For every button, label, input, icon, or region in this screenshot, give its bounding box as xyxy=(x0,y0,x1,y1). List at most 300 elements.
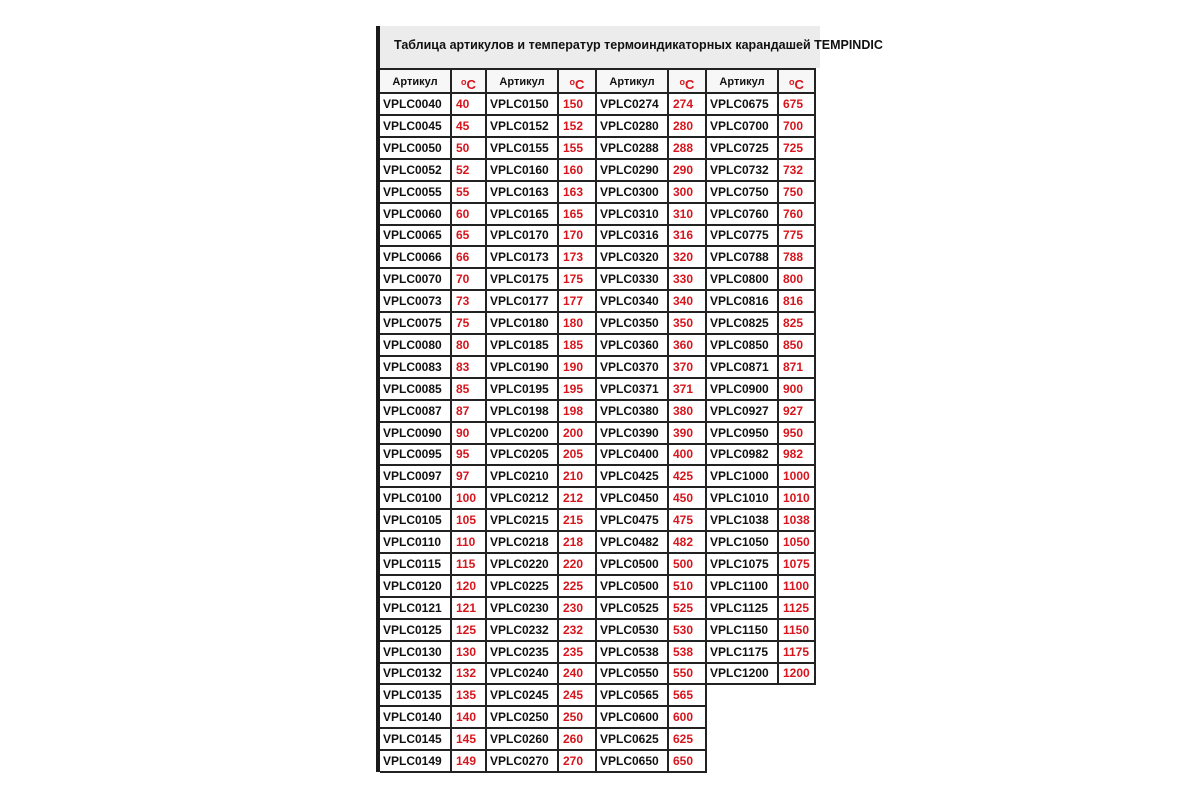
table-row xyxy=(380,576,490,598)
temperature-cell: 125 xyxy=(452,620,487,642)
article-cell: VPLC0700 xyxy=(707,116,779,138)
article-cell: VPLC0190 xyxy=(487,357,559,379)
article-cell: VPLC0530 xyxy=(597,620,669,642)
article-cell: VPLC0675 xyxy=(707,94,779,116)
table-row xyxy=(707,401,817,423)
article-cell: VPLC0816 xyxy=(707,291,779,313)
article-cell: VPLC0152 xyxy=(487,116,559,138)
temperature-cell: 390 xyxy=(669,423,707,445)
temperature-cell: 155 xyxy=(559,138,597,160)
table-row xyxy=(380,751,490,773)
table-row xyxy=(707,313,817,335)
article-cell: VPLC0360 xyxy=(597,335,669,357)
table-row xyxy=(380,598,490,620)
tempindic-document xyxy=(376,26,883,772)
table-row xyxy=(597,554,707,576)
temperature-cell: 132 xyxy=(452,663,487,685)
table-row xyxy=(597,335,707,357)
table-row xyxy=(487,116,597,138)
article-cell: VPLC0290 xyxy=(597,160,669,182)
table-row xyxy=(707,116,817,138)
article-cell: VPLC0800 xyxy=(707,269,779,291)
temperature-cell: 230 xyxy=(559,598,597,620)
header-temperature xyxy=(669,68,707,94)
temperature-cell: 45 xyxy=(452,116,487,138)
article-cell: VPLC0225 xyxy=(487,576,559,598)
temperature-cell: 380 xyxy=(669,401,707,423)
table-row xyxy=(487,729,597,751)
degree-sign: o xyxy=(679,77,686,87)
table-row xyxy=(597,225,707,247)
temperature-cell: 80 xyxy=(452,335,487,357)
temperature-cell: 97 xyxy=(452,466,487,488)
table-row xyxy=(380,401,490,423)
temperature-cell: 510 xyxy=(669,576,707,598)
article-cell: VPLC0850 xyxy=(707,335,779,357)
temperature-cell: 240 xyxy=(559,663,597,685)
table-row xyxy=(707,466,817,488)
table-row xyxy=(380,554,490,576)
article-cell: VPLC0280 xyxy=(597,116,669,138)
article-cell: VPLC0105 xyxy=(380,510,452,532)
article-cell: VPLC0120 xyxy=(380,576,452,598)
table-row xyxy=(487,160,597,182)
article-cell: VPLC0232 xyxy=(487,620,559,642)
table-row xyxy=(380,335,490,357)
article-cell: VPLC0788 xyxy=(707,247,779,269)
temperature-cell: 218 xyxy=(559,532,597,554)
temperature-cell: 600 xyxy=(669,707,707,729)
temperature-cell: 538 xyxy=(669,642,707,664)
article-cell: VPLC0340 xyxy=(597,291,669,313)
article-cell: VPLC0825 xyxy=(707,313,779,335)
temperature-cell: 788 xyxy=(779,247,816,269)
article-cell: VPLC0180 xyxy=(487,313,559,335)
temperature-cell: 73 xyxy=(452,291,487,313)
table-row xyxy=(380,269,490,291)
temperature-cell: 1125 xyxy=(779,598,816,620)
temperature-cell: 525 xyxy=(669,598,707,620)
article-cell: VPLC0218 xyxy=(487,532,559,554)
article-cell: VPLC0140 xyxy=(380,707,452,729)
article-cell: VPLC0871 xyxy=(707,357,779,379)
table-row xyxy=(597,510,707,532)
article-cell: VPLC0040 xyxy=(380,94,452,116)
temperature-cell: 173 xyxy=(559,247,597,269)
table-row xyxy=(380,663,490,685)
temperature-cell: 280 xyxy=(669,116,707,138)
article-cell: VPLC1150 xyxy=(707,620,779,642)
table-row xyxy=(380,247,490,269)
article-cell: VPLC0160 xyxy=(487,160,559,182)
temperature-cell: 450 xyxy=(669,488,707,510)
article-cell: VPLC0270 xyxy=(487,751,559,773)
temperature-cell: 1100 xyxy=(779,576,816,598)
table-row xyxy=(597,532,707,554)
article-cell: VPLC0121 xyxy=(380,598,452,620)
table-row xyxy=(487,663,597,685)
article-cell: VPLC1175 xyxy=(707,642,779,664)
article-cell: VPLC0080 xyxy=(380,335,452,357)
article-cell: VPLC0130 xyxy=(380,642,452,664)
temperature-cell: 316 xyxy=(669,225,707,247)
temperature-cell: 152 xyxy=(559,116,597,138)
article-cell: VPLC0085 xyxy=(380,379,452,401)
temperature-cell: 500 xyxy=(669,554,707,576)
article-cell: VPLC1010 xyxy=(707,488,779,510)
temperature-cell: 163 xyxy=(559,182,597,204)
article-cell: VPLC0900 xyxy=(707,379,779,401)
table-row xyxy=(707,510,817,532)
table-row xyxy=(707,532,817,554)
table-row xyxy=(707,620,817,642)
article-cell: VPLC0330 xyxy=(597,269,669,291)
table-row xyxy=(487,554,597,576)
temperature-cell: 70 xyxy=(452,269,487,291)
temperature-cell: 215 xyxy=(559,510,597,532)
temperature-cell: 50 xyxy=(452,138,487,160)
table-row xyxy=(597,116,707,138)
degree-sign: o xyxy=(789,77,795,87)
table-row xyxy=(380,204,490,226)
table-row xyxy=(597,401,707,423)
table-row xyxy=(707,94,817,116)
article-cell: VPLC0950 xyxy=(707,423,779,445)
table-row xyxy=(597,160,707,182)
article-cell: VPLC0565 xyxy=(597,685,669,707)
temperature-cell: 760 xyxy=(779,204,816,226)
celsius-label: C xyxy=(685,77,695,92)
table-row xyxy=(487,94,597,116)
article-cell: VPLC0150 xyxy=(487,94,559,116)
article-cell: VPLC0320 xyxy=(597,247,669,269)
article-cell: VPLC1125 xyxy=(707,598,779,620)
temperature-cell: 190 xyxy=(559,357,597,379)
table-row xyxy=(380,160,490,182)
table-row xyxy=(597,642,707,664)
article-cell: VPLC0400 xyxy=(597,444,669,466)
article-cell: VPLC0371 xyxy=(597,379,669,401)
temperature-cell: 205 xyxy=(559,444,597,466)
temperature-cell: 1050 xyxy=(779,532,816,554)
temperature-cell: 800 xyxy=(779,269,816,291)
table-row xyxy=(597,598,707,620)
temperature-cell: 260 xyxy=(559,729,597,751)
article-cell: VPLC0425 xyxy=(597,466,669,488)
article-cell: VPLC1100 xyxy=(707,576,779,598)
article-cell: VPLC0350 xyxy=(597,313,669,335)
table-row xyxy=(380,642,490,664)
temperature-cell: 530 xyxy=(669,620,707,642)
temperature-cell: 175 xyxy=(559,269,597,291)
temperature-cell: 310 xyxy=(669,204,707,226)
article-cell: VPLC0450 xyxy=(597,488,669,510)
temperature-cell: 330 xyxy=(669,269,707,291)
temperature-cell: 350 xyxy=(669,313,707,335)
temperature-cell: 927 xyxy=(779,401,816,423)
table-row xyxy=(597,182,707,204)
temperature-cell: 198 xyxy=(559,401,597,423)
table-row xyxy=(707,247,817,269)
article-cell: VPLC1050 xyxy=(707,532,779,554)
article-cell: VPLC0195 xyxy=(487,379,559,401)
article-cell: VPLC0110 xyxy=(380,532,452,554)
temperature-cell: 400 xyxy=(669,444,707,466)
degree-sign: o xyxy=(569,77,576,87)
temperature-cell: 482 xyxy=(669,532,707,554)
temperature-cell: 90 xyxy=(452,423,487,445)
table-row xyxy=(597,247,707,269)
table-row xyxy=(487,379,597,401)
table-row xyxy=(487,313,597,335)
temperature-cell: 871 xyxy=(779,357,816,379)
header-article: Артикул xyxy=(487,68,559,94)
table-row xyxy=(597,685,707,707)
header-row xyxy=(597,68,707,94)
table-row xyxy=(487,225,597,247)
temperature-cell: 245 xyxy=(559,685,597,707)
table-row xyxy=(707,576,817,598)
temperature-cell: 232 xyxy=(559,620,597,642)
temperature-cell: 475 xyxy=(669,510,707,532)
article-cell: VPLC0550 xyxy=(597,663,669,685)
table-row xyxy=(487,576,597,598)
temperature-cell: 320 xyxy=(669,247,707,269)
article-cell: VPLC0132 xyxy=(380,663,452,685)
temperature-cell: 250 xyxy=(559,707,597,729)
table-row xyxy=(597,620,707,642)
table-row xyxy=(487,401,597,423)
temperature-cell: 550 xyxy=(669,663,707,685)
table-row xyxy=(487,642,597,664)
temperature-cell: 775 xyxy=(779,225,816,247)
temperature-cell: 135 xyxy=(452,685,487,707)
table-row xyxy=(380,466,490,488)
table-row xyxy=(487,598,597,620)
article-cell: VPLC0055 xyxy=(380,182,452,204)
table-row xyxy=(380,313,490,335)
temperature-cell: 1010 xyxy=(779,488,816,510)
article-cell: VPLC0135 xyxy=(380,685,452,707)
table-row xyxy=(487,247,597,269)
celsius-label: C xyxy=(575,77,585,92)
article-cell: VPLC0185 xyxy=(487,335,559,357)
article-cell: VPLC0245 xyxy=(487,685,559,707)
table-row xyxy=(707,291,817,313)
table-row xyxy=(597,576,707,598)
article-cell: VPLC0625 xyxy=(597,729,669,751)
article-temperature-table xyxy=(380,68,820,772)
article-cell: VPLC0210 xyxy=(487,466,559,488)
temperature-cell: 95 xyxy=(452,444,487,466)
temperature-cell: 105 xyxy=(452,510,487,532)
table-row xyxy=(487,510,597,532)
article-cell: VPLC0073 xyxy=(380,291,452,313)
table-row xyxy=(597,138,707,160)
temperature-cell: 725 xyxy=(779,138,816,160)
article-cell: VPLC0097 xyxy=(380,466,452,488)
table-row xyxy=(707,204,817,226)
table-row xyxy=(597,663,707,685)
temperature-cell: 1175 xyxy=(779,642,816,664)
article-cell: VPLC0300 xyxy=(597,182,669,204)
article-cell: VPLC0075 xyxy=(380,313,452,335)
article-cell: VPLC0310 xyxy=(597,204,669,226)
article-cell: VPLC0775 xyxy=(707,225,779,247)
table-row xyxy=(707,182,817,204)
header-article: Артикул xyxy=(380,68,452,94)
temperature-cell: 200 xyxy=(559,423,597,445)
article-cell: VPLC0163 xyxy=(487,182,559,204)
article-cell: VPLC0149 xyxy=(380,751,452,773)
temperature-cell: 185 xyxy=(559,335,597,357)
temperature-cell: 750 xyxy=(779,182,816,204)
article-cell: VPLC0370 xyxy=(597,357,669,379)
table-row xyxy=(380,94,490,116)
table-row xyxy=(380,488,490,510)
article-cell: VPLC1000 xyxy=(707,466,779,488)
article-cell: VPLC0240 xyxy=(487,663,559,685)
table-row xyxy=(380,291,490,313)
article-cell: VPLC0095 xyxy=(380,444,452,466)
temperature-cell: 195 xyxy=(559,379,597,401)
article-cell: VPLC0145 xyxy=(380,729,452,751)
temperature-cell: 225 xyxy=(559,576,597,598)
table-row xyxy=(487,335,597,357)
temperature-cell: 425 xyxy=(669,466,707,488)
article-cell: VPLC0090 xyxy=(380,423,452,445)
article-cell: VPLC0050 xyxy=(380,138,452,160)
temperature-cell: 360 xyxy=(669,335,707,357)
table-row xyxy=(597,94,707,116)
table-row xyxy=(707,225,817,247)
table-row xyxy=(487,532,597,554)
article-cell: VPLC1038 xyxy=(707,510,779,532)
header-temperature xyxy=(452,68,487,94)
table-row xyxy=(487,138,597,160)
article-cell: VPLC0235 xyxy=(487,642,559,664)
table-row xyxy=(597,488,707,510)
table-row xyxy=(380,379,490,401)
temperature-cell: 900 xyxy=(779,379,816,401)
article-cell: VPLC0220 xyxy=(487,554,559,576)
temperature-cell: 816 xyxy=(779,291,816,313)
temperature-cell: 675 xyxy=(779,94,816,116)
table-row xyxy=(597,204,707,226)
temperature-cell: 1200 xyxy=(779,663,816,685)
article-cell: VPLC0538 xyxy=(597,642,669,664)
table-row xyxy=(487,751,597,773)
article-cell: VPLC0500 xyxy=(597,576,669,598)
temperature-cell: 65 xyxy=(452,225,487,247)
table-row xyxy=(487,269,597,291)
article-cell: VPLC1200 xyxy=(707,663,779,685)
header-article: Артикул xyxy=(707,68,779,94)
table-row xyxy=(487,620,597,642)
title-area xyxy=(380,26,883,68)
table-row xyxy=(707,488,817,510)
table-row xyxy=(597,291,707,313)
temperature-cell: 52 xyxy=(452,160,487,182)
temperature-cell: 60 xyxy=(452,204,487,226)
article-cell: VPLC0170 xyxy=(487,225,559,247)
article-cell: VPLC0065 xyxy=(380,225,452,247)
table-row xyxy=(380,707,490,729)
header-row xyxy=(380,68,490,94)
degree-sign: o xyxy=(461,77,467,87)
table-row xyxy=(380,182,490,204)
temperature-cell: 290 xyxy=(669,160,707,182)
article-cell: VPLC0288 xyxy=(597,138,669,160)
temperature-cell: 300 xyxy=(669,182,707,204)
article-cell: VPLC0045 xyxy=(380,116,452,138)
table-row xyxy=(380,685,490,707)
temperature-cell: 150 xyxy=(559,94,597,116)
temperature-cell: 982 xyxy=(779,444,816,466)
table-row xyxy=(707,444,817,466)
article-cell: VPLC0927 xyxy=(707,401,779,423)
table-row xyxy=(597,751,707,773)
table-row xyxy=(487,204,597,226)
table-row xyxy=(597,357,707,379)
article-cell: VPLC0600 xyxy=(597,707,669,729)
table-row xyxy=(707,335,817,357)
article-cell: VPLC0165 xyxy=(487,204,559,226)
temperature-cell: 700 xyxy=(779,116,816,138)
article-cell: VPLC1075 xyxy=(707,554,779,576)
article-cell: VPLC0760 xyxy=(707,204,779,226)
temperature-cell: 130 xyxy=(452,642,487,664)
table-row xyxy=(380,510,490,532)
article-cell: VPLC0750 xyxy=(707,182,779,204)
table-row xyxy=(707,160,817,182)
table-row xyxy=(707,642,817,664)
temperature-cell: 371 xyxy=(669,379,707,401)
table-row xyxy=(707,357,817,379)
temperature-cell: 100 xyxy=(452,488,487,510)
celsius-label: C xyxy=(466,77,476,92)
table-row xyxy=(707,598,817,620)
temperature-cell: 825 xyxy=(779,313,816,335)
table-row xyxy=(597,269,707,291)
temperature-cell: 87 xyxy=(452,401,487,423)
temperature-cell: 149 xyxy=(452,751,487,773)
temperature-cell: 140 xyxy=(452,707,487,729)
temperature-cell: 1075 xyxy=(779,554,816,576)
celsius-label: C xyxy=(794,77,804,92)
table-row xyxy=(380,729,490,751)
temperature-cell: 121 xyxy=(452,598,487,620)
article-cell: VPLC0173 xyxy=(487,247,559,269)
article-cell: VPLC0175 xyxy=(487,269,559,291)
document-title: Таблица артикулов и температур термоиндикаторных карандашей TEMPINDIC xyxy=(394,38,883,52)
table-row xyxy=(380,444,490,466)
article-cell: VPLC0500 xyxy=(597,554,669,576)
article-cell: VPLC0100 xyxy=(380,488,452,510)
table-row xyxy=(597,729,707,751)
article-cell: VPLC0066 xyxy=(380,247,452,269)
article-cell: VPLC0390 xyxy=(597,423,669,445)
table-row xyxy=(597,313,707,335)
table-row xyxy=(380,116,490,138)
article-cell: VPLC0725 xyxy=(707,138,779,160)
table-row xyxy=(597,444,707,466)
article-cell: VPLC0250 xyxy=(487,707,559,729)
article-cell: VPLC0087 xyxy=(380,401,452,423)
table-row xyxy=(487,291,597,313)
temperature-cell: 83 xyxy=(452,357,487,379)
article-cell: VPLC0525 xyxy=(597,598,669,620)
